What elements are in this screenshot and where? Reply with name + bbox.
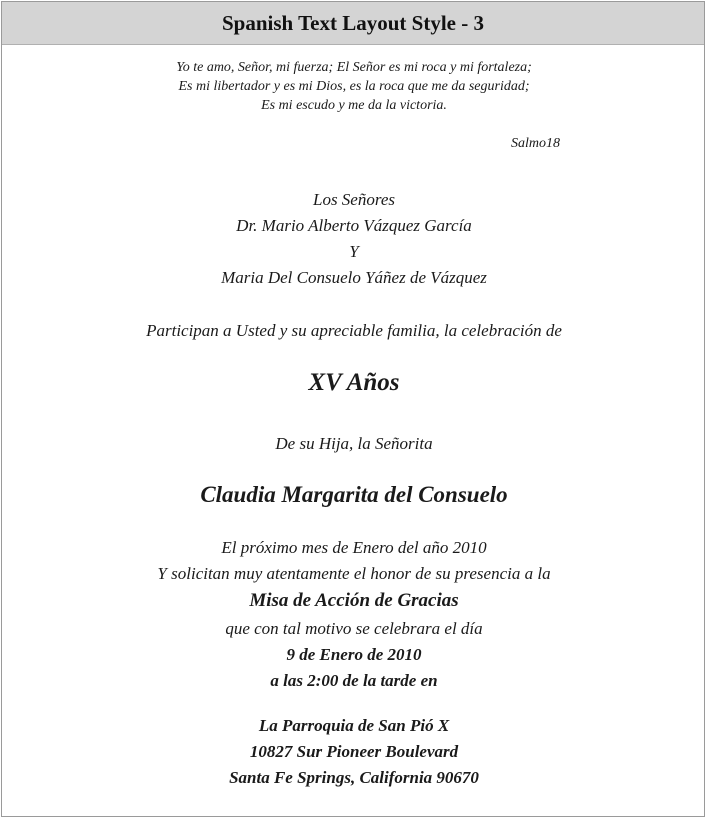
page-title: Spanish Text Layout Style - 3	[222, 10, 484, 35]
father-name: Dr. Mario Alberto Vázquez García	[236, 216, 472, 235]
venue-street: 10827 Sur Pioneer Boulevard	[249, 742, 459, 761]
purpose-line: que con tal motivo se celebrara el día	[225, 619, 483, 638]
conjunction: Y	[349, 242, 359, 261]
parents-intro: Los Señores	[312, 190, 395, 209]
request-line: Y solicitan muy atentamente el honor de su presencia a la	[157, 564, 551, 583]
event-month: El próximo mes de Enero del año 2010	[221, 538, 487, 557]
announcement: Participan a Usted y su apreciable familia, la celebración de	[146, 321, 562, 340]
daughter-intro: De su Hija, la Señorita	[275, 434, 433, 453]
venue-city: Santa Fe Springs, California 90670	[229, 768, 479, 787]
honoree-name: Claudia Margarita del Consuelo	[200, 482, 508, 507]
invitation-card	[1, 1, 705, 817]
event-date: 9 de Enero de 2010	[286, 645, 422, 664]
event-time: a las 2:00 de la tarde en	[270, 671, 438, 690]
event-title: XV Años	[308, 369, 400, 396]
venue-name: La Parroquia de San Pió X	[258, 716, 450, 735]
verse-line-3: Es mi escudo y me da la victoria.	[261, 98, 447, 113]
verse-line-2: Es mi libertador y es mi Dios, es la roca que me da seguridad;	[178, 79, 530, 94]
mass-title: Misa de Acción de Gracias	[249, 590, 459, 611]
psalm-verse	[2, 58, 706, 151]
verse-reference: Salmo18	[511, 136, 560, 151]
header-bar	[2, 2, 704, 45]
mother-name: Maria Del Consuelo Yáñez de Vázquez	[221, 268, 487, 287]
verse-line-1: Yo te amo, Señor, mi fuerza; El Señor es mi roca y mi fortaleza;	[176, 60, 532, 75]
